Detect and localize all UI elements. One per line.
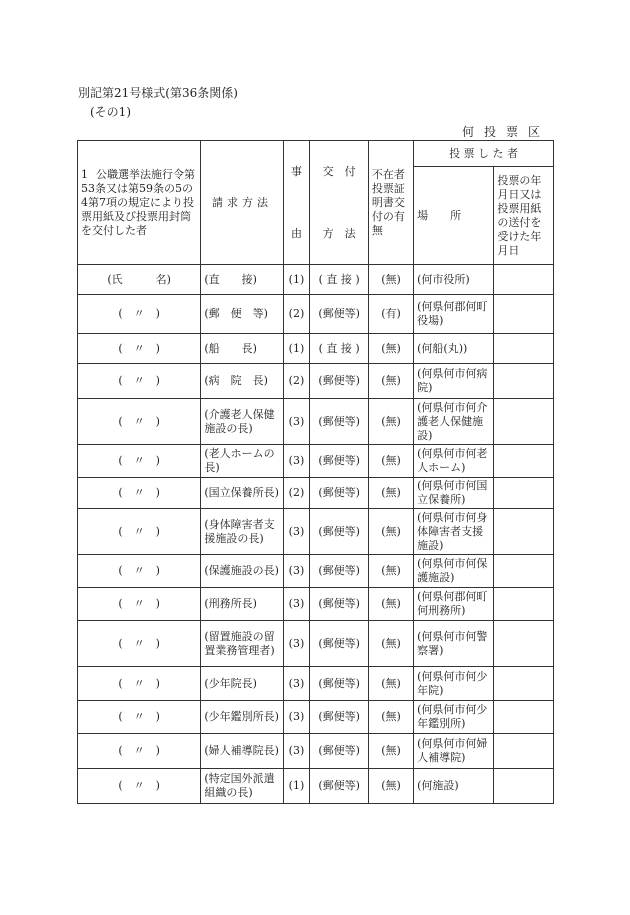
place-cell: (何施設) [414,769,494,804]
person-cell: ( 〃 ) [78,769,201,804]
date-cell [494,265,554,295]
delivery-method-cell: (郵便等) [310,701,369,734]
absentee-cert-cell: (無) [368,445,413,478]
person-cell: ( 〃 ) [78,334,201,364]
place-cell: (何県何市何保護施設) [414,555,494,588]
table-row [78,555,554,588]
delivery-method-cell: ( 直 接 ) [310,265,369,295]
place-cell: (何県何市何少年院) [414,667,494,701]
delivery-method-cell: (郵便等) [310,555,369,588]
delivery-method-header: 交 付 方 法 [310,141,369,265]
absentee-cert-header: 不在者投票証明書交付の有無 [368,141,413,265]
delivery-method-cell: (郵便等) [310,478,369,509]
request-method-cell: (少年鑑別所長) [201,701,283,734]
place-cell: (何県何市何病院) [414,364,494,399]
date-cell [494,701,554,734]
table-row [78,588,554,621]
delivery-method-cell: (郵便等) [310,399,369,445]
reason-cell: (1) [283,334,310,364]
delivery-method-cell: (郵便等) [310,364,369,399]
reason-cell: (2) [283,364,310,399]
reason-cell: (2) [283,295,310,334]
request-method-cell: (郵 便 等) [201,295,283,334]
delivery-method-cell: (郵便等) [310,769,369,804]
table-body [78,265,554,804]
delivery-method-cell: (郵便等) [310,509,369,555]
request-method-cell: (介護老人保健施設の長) [201,399,283,445]
absentee-cert-cell: (無) [368,667,413,701]
date-cell [494,478,554,509]
place-cell: (何県何市何国立保養所) [414,478,494,509]
request-method-cell: (少年院長) [201,667,283,701]
place-cell: (何県何郡何町何刑務所) [414,588,494,621]
absentee-cert-cell: (有) [368,295,413,334]
place-cell: (何船(丸)) [414,334,494,364]
request-method-cell: (病 院 長) [201,364,283,399]
reason-cell: (3) [283,734,310,769]
request-method-cell: (婦人補導院長) [201,734,283,769]
reason-cell: (3) [283,509,310,555]
date-cell [494,295,554,334]
table-row [78,734,554,769]
place-cell: (何県何市何介護老人保健施設) [414,399,494,445]
reason-cell: (3) [283,701,310,734]
person-cell: ( 〃 ) [78,445,201,478]
absentee-cert-cell: (無) [368,734,413,769]
date-cell [494,334,554,364]
date-cell [494,399,554,445]
request-method-cell: (身体障害者支援施設の長) [201,509,283,555]
reason-cell: (3) [283,667,310,701]
absentee-cert-cell: (無) [368,334,413,364]
place-cell: (何県何市何婦人補導院) [414,734,494,769]
person-cell: ( 〃 ) [78,364,201,399]
person-column-header: 1 公職選挙法施行令第53条又は第59条の5の4第7項の規定により投票用紙及び投票用封筒を交付した者 [78,141,201,265]
request-method-cell: (直 接) [201,265,283,295]
voting-record-table [77,140,554,804]
reason-cell: (2) [283,478,310,509]
request-method-cell: (国立保養所長) [201,478,283,509]
absentee-cert-cell: (無) [368,509,413,555]
table-row [78,509,554,555]
date-cell [494,588,554,621]
reason-cell: (3) [283,399,310,445]
place-cell: (何県何郡何町役場) [414,295,494,334]
absentee-cert-cell: (無) [368,399,413,445]
place-cell: (何県何市何身体障害者支援施設) [414,509,494,555]
place-cell: (何県何市何警察署) [414,621,494,667]
person-cell: ( 〃 ) [78,621,201,667]
request-method-cell: (刑務所長) [201,588,283,621]
delivery-method-cell: (郵便等) [310,734,369,769]
person-cell: ( 〃 ) [78,588,201,621]
request-method-cell: (老人ホームの長) [201,445,283,478]
table-row [78,769,554,804]
table-row [78,265,554,295]
request-method-cell: (保護施設の長) [201,555,283,588]
request-method-cell: (船 長) [201,334,283,364]
delivery-method-cell: ( 直 接 ) [310,334,369,364]
person-cell: ( 〃 ) [78,667,201,701]
reason-cell: (1) [283,769,310,804]
request-method-cell: (留置施設の留置業務管理者) [201,621,283,667]
place-header: 場 所 [414,167,494,265]
table-row [78,445,554,478]
date-cell [494,555,554,588]
absentee-cert-cell: (無) [368,621,413,667]
person-cell: ( 〃 ) [78,509,201,555]
delivery-method-cell: (郵便等) [310,445,369,478]
reason-cell: (3) [283,588,310,621]
person-cell: ( 〃 ) [78,478,201,509]
reason-cell: (3) [283,555,310,588]
date-cell [494,667,554,701]
district-label: 何投票区 [461,125,550,139]
voter-group-header: 投 票 し た 者 [414,141,554,167]
date-cell [494,621,554,667]
date-header: 投票の年月日又は投票用紙の送付を受けた年月日 [494,167,554,265]
table-row [78,478,554,509]
person-cell: ( 〃 ) [78,399,201,445]
date-cell [494,364,554,399]
absentee-cert-cell: (無) [368,364,413,399]
delivery-method-cell: (郵便等) [310,295,369,334]
absentee-cert-cell: (無) [368,478,413,509]
reason-cell: (1) [283,265,310,295]
request-method-header: 請求方法 [201,141,283,265]
place-cell: (何県何市何少年鑑別所) [414,701,494,734]
absentee-cert-cell: (無) [368,588,413,621]
table-row [78,621,554,667]
date-cell [494,445,554,478]
date-cell [494,509,554,555]
reason-header: 事 由 [283,141,310,265]
person-cell: (氏 名) [78,265,201,295]
person-cell: ( 〃 ) [78,295,201,334]
delivery-method-cell: (郵便等) [310,621,369,667]
delivery-method-cell: (郵便等) [310,667,369,701]
form-subtitle: (その1) [90,105,131,119]
date-cell [494,734,554,769]
table-row [78,364,554,399]
person-cell: ( 〃 ) [78,734,201,769]
absentee-cert-cell: (無) [368,769,413,804]
absentee-cert-cell: (無) [368,555,413,588]
absentee-cert-cell: (無) [368,701,413,734]
table-row [78,667,554,701]
request-method-cell: (特定国外派遣組織の長) [201,769,283,804]
place-cell: (何市役所) [414,265,494,295]
reason-cell: (3) [283,445,310,478]
table-row [78,701,554,734]
reason-cell: (3) [283,621,310,667]
absentee-cert-cell: (無) [368,265,413,295]
person-cell: ( 〃 ) [78,555,201,588]
table-row [78,399,554,445]
form-title: 別記第21号様式(第36条関係) [78,86,238,100]
table-row [78,295,554,334]
date-cell [494,769,554,804]
person-cell: ( 〃 ) [78,701,201,734]
table-row [78,334,554,364]
place-cell: (何県何市何老人ホーム) [414,445,494,478]
delivery-method-cell: (郵便等) [310,588,369,621]
